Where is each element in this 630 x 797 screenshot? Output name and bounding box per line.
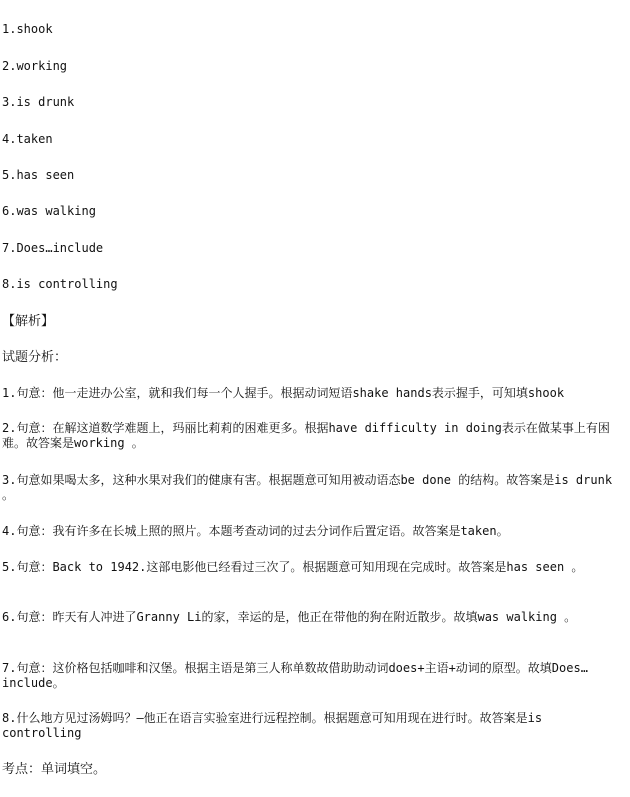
explanation-2: 2.句意：在解这道数学难题上，玛丽比莉莉的困难更多。根据have difficulty in doing表示在做某事上有困难。故答案是working 。 [2,421,610,450]
analysis-label: 试题分析： [2,350,68,365]
section-heading: 【解析】 [2,314,55,329]
explanation-8: 8.什么地方见过汤姆吗？—他正在语言实验室进行远程控制。根据题意可知用现在进行时。故答案是is controlling [2,711,550,740]
explanation-1: 1.句意：他一走进办公室，就和我们每一个人握手。根据动词短语shake hands表示握手，可知填shook [2,386,565,400]
kaodian: 考点：单词填空。 [2,762,107,777]
answer-8: 8.is controlling [2,277,118,291]
explanation-4: 4.句意：我有许多在长城上照的照片。本题考查动词的过去分词作后置定语。故答案是taken。 [2,524,509,538]
answer-1: 1.shook [2,22,53,36]
answer-2: 2.working [2,59,68,73]
explanation-6: 6.句意：昨天有人冲进了Granny Li的家，幸运的是，他正在带他的狗在附近散步。故填was walking 。 [2,610,577,624]
explanation-3: 3.句意如果喝太多，这种水果对我们的健康有害。根据题意可知用被动语态be done 的结构。故答案是is drunk 。 [2,473,620,502]
explanation-7: 7.句意：这价格包括咖啡和汉堡。根据主语是第三人称单数故借助助动词does+主语+动词的原型。故填Does…include。 [2,661,588,690]
answer-4: 4.taken [2,132,53,146]
answer-6: 6.was walking [2,204,96,218]
answer-3: 3.is drunk [2,95,75,109]
explanation-5: 5.句意：Back to 1942.这部电影他已经看过三次了。根据题意可知用现在完成时。故答案是has seen 。 [2,560,584,574]
answer-5: 5.has seen [2,168,75,182]
answer-7: 7.Does…include [2,241,104,255]
